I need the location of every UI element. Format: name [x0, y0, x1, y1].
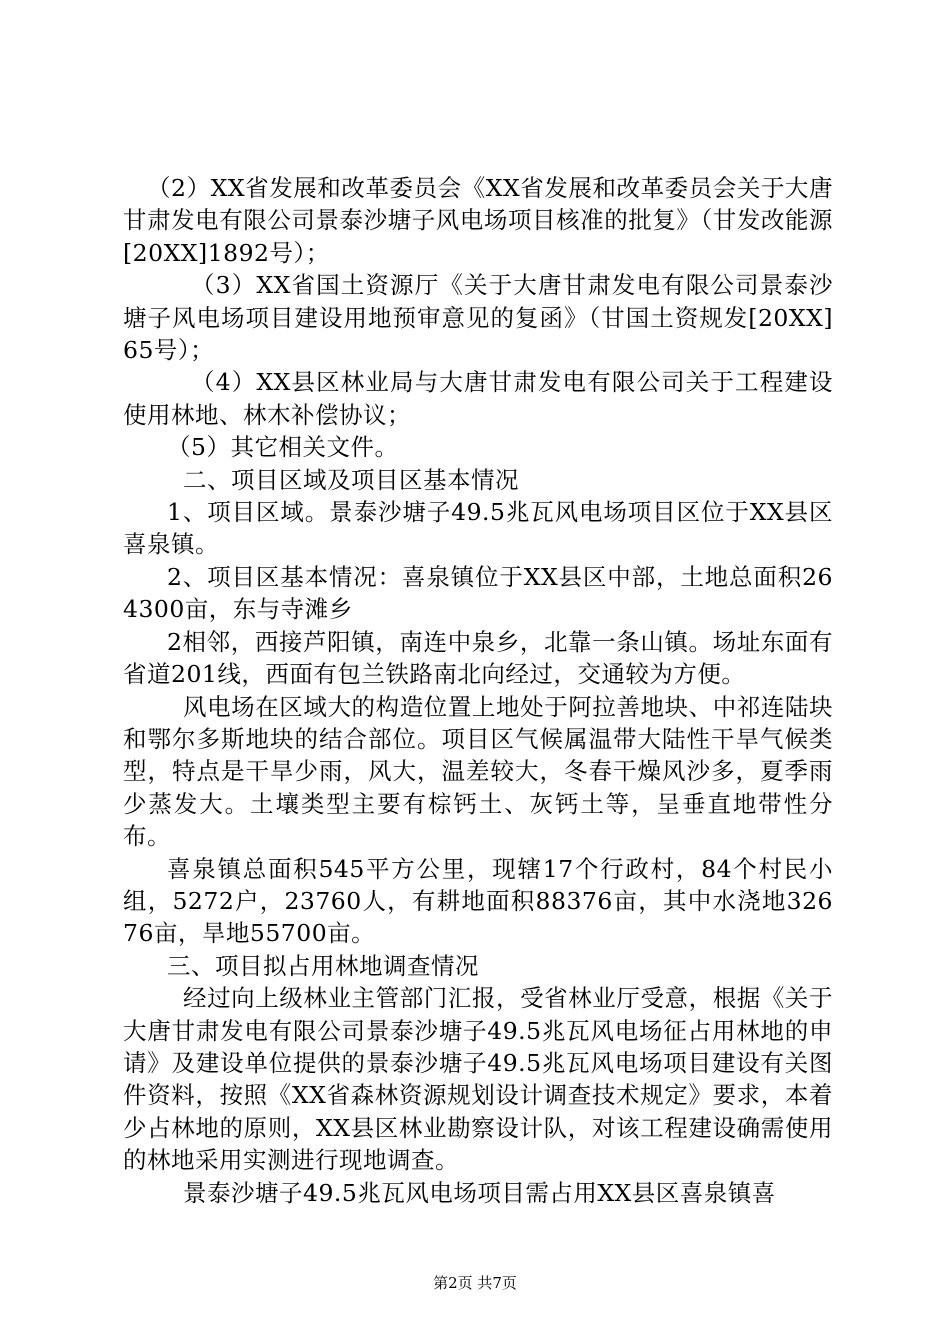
section-heading-2: 二、项目区域及项目区基本情况: [183, 465, 519, 494]
paragraph-area-basics: 2、项目区基本情况：喜泉镇位于XX县区中部，土地总面积264300亩，东与寺滩乡: [123, 562, 833, 624]
paragraph-neighbors: 2相邻，西接芦阳镇，南连中泉乡，北靠一条山镇。场址东面有省道201线，西面有包兰铁路南北向经过，交通较为方便。: [123, 627, 833, 689]
paragraph-township-stats: 喜泉镇总面积545平方公里，现辖17个行政村，84个村民小组，5272户，23760人，有耕地面积88376亩，其中水浇地32676亩，旱地55700亩。: [123, 854, 833, 948]
paragraph-basis-2: （2）XX省发展和改革委员会《XX省发展和改革委员会关于大唐甘肃发电有限公司景泰沙塘子风电场项目核准的批复》（甘发改能源[20XX]1892号）；: [123, 174, 833, 267]
section-heading-3: 三、项目拟占用林地调查情况: [167, 951, 479, 980]
paragraph-project-area: 1、项目区域。景泰沙塘子49.5兆瓦风电场项目区位于XX县区喜泉镇。: [123, 498, 833, 559]
paragraph-survey: 经过向上级林业主管部门汇报，受省林业厅受意，根据《关于大唐甘肃发电有限公司景泰沙塘子49.5兆瓦风电场征占用林地的申请》及建设单位提供的景泰沙塘子49.5兆瓦风电场项目建设有关图件资料，按照《XX省森林资源规划设计调查技术规定》要求，本着少占林地的原则，XX县区林业勘察设计队，对该工程建设确需使用的林地采用实测进行现地调查。: [123, 984, 833, 1175]
paragraph-basis-4: （4）XX县区林业局与大唐甘肃发电有限公司关于工程建设使用林地、林木补偿协议；: [123, 368, 833, 429]
page-number-footer: 第2页 共7页: [433, 1274, 517, 1292]
paragraph-basis-3: （3）XX省国土资源厅《关于大唐甘肃发电有限公司景泰沙塘子风电场项目建设用地预审意见的复函》（甘国土资规发[20XX]65号）；: [123, 271, 833, 365]
paragraph-basis-5: （5）其它相关文件。: [167, 433, 399, 462]
paragraph-land-use: 景泰沙塘子49.5兆瓦风电场项目需占用XX县区喜泉镇喜: [183, 1178, 776, 1207]
document-body: [123, 172, 833, 1209]
paragraph-geology-climate: 风电场在区域大的构造位置上地处于阿拉善地块、中祁连陆块和鄂尔多斯地块的结合部位。项目区气候属温带大陆性干旱气候类型，特点是干旱少雨，风大，温差较大，冬春干燥风沙多，夏季雨少蒸发大。土壤类型主要有棕钙土、灰钙土等，呈垂直地带性分布。: [123, 692, 833, 851]
